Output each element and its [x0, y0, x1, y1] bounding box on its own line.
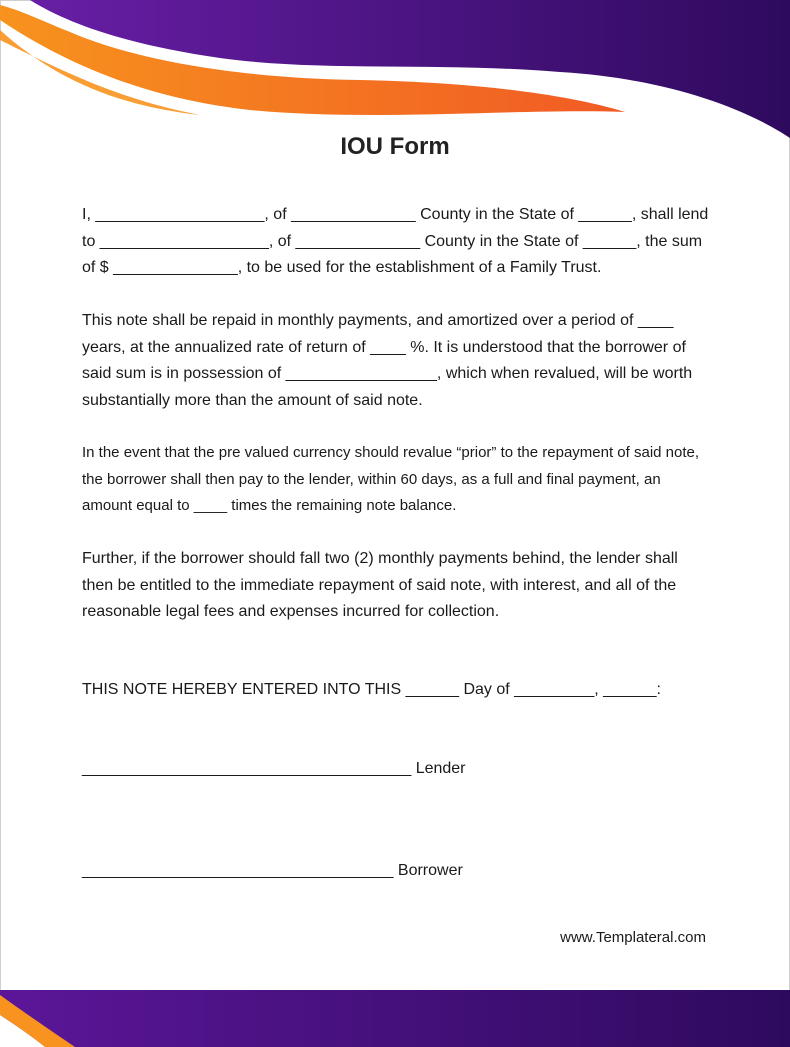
paragraph-loan-parties: I, ___________________, of ______________ County in the State of ______, shall lend to ___________________, of ______________ County in the State of ______, the sum of $ ______________, to be used for the establishment of a Family Trust.: [82, 206, 709, 276]
website-footer-text: www.Templateral.com: [560, 929, 706, 946]
footer-purple-band: [0, 990, 790, 1047]
header-wave-decoration: [0, 0, 790, 150]
footer-band-decoration: [0, 985, 790, 1047]
lender-signature-line: _____________________________________ Lender: [82, 760, 466, 777]
borrower-signature-line: ___________________________________ Borrower: [82, 862, 463, 879]
paragraph-default: Further, if the borrower should fall two (2) monthly payments behind, the lender shall then be entitled to the immediate repayment of said note, with interest, and all of the reasonable legal fees and expenses incurred for collection.: [82, 550, 678, 620]
paragraph-repayment-terms: This note shall be repaid in monthly payments, and amortized over a period of ____ years, at the annualized rate of return of ____ %. It is understood that the borrower of said sum is in possession of _________________, which when revalued, will be worth substantially more than the amount of said note.: [82, 312, 693, 409]
paragraph-revaluation: In the event that the pre valued currency should revalue “prior” to the repayment of said note, the borrower shall then pay to the lender, within 60 days, as a full and final payment, an amount equal to ____ times the remaining note balance.: [82, 444, 700, 514]
entered-date-line: THIS NOTE HEREBY ENTERED INTO THIS ______ Day of _________, ______:: [82, 681, 661, 698]
page-title: IOU Form: [340, 133, 450, 160]
